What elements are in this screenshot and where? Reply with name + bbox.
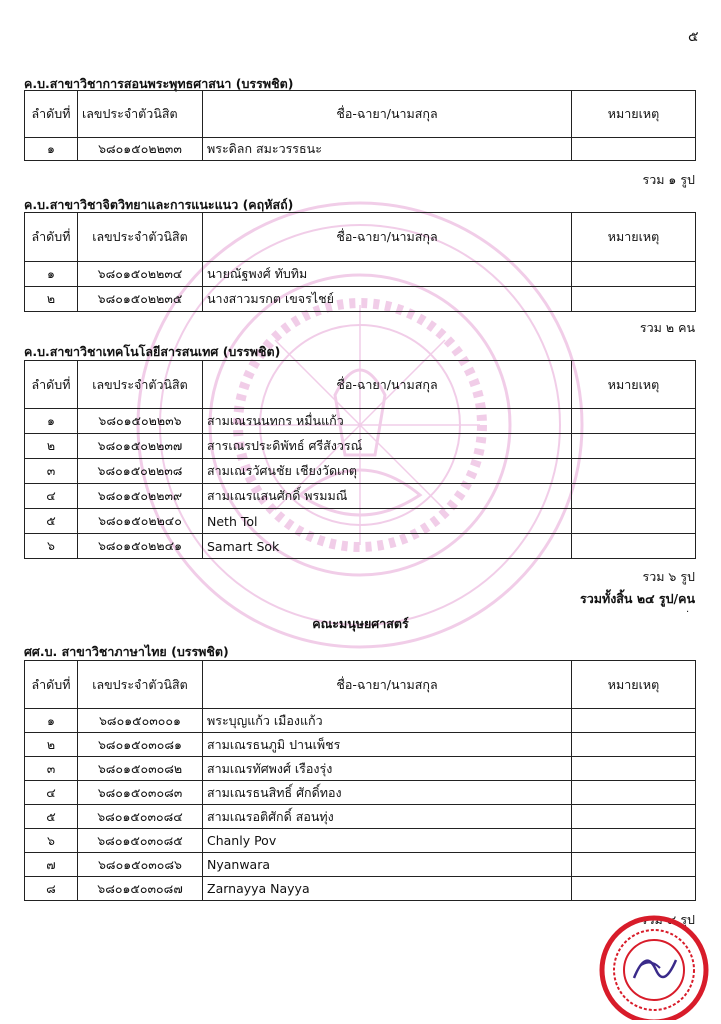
cell-name: นางสาวมรกต เขจรไชย์ <box>203 287 572 312</box>
table-row <box>25 757 696 781</box>
table-row <box>25 409 696 434</box>
official-seal-stamp <box>590 908 718 1020</box>
cell-id: ๖๘๐๑๕๐๒๒๓๕ <box>78 287 203 312</box>
cell-no: ๕ <box>25 805 78 829</box>
cell-id: ๖๘๐๑๕๐๓๐๘๔ <box>78 805 203 829</box>
cell-no: ๒ <box>25 287 78 312</box>
cell-name: พระดิลก สมะวรรธนะ <box>203 138 572 161</box>
cell-id: ๖๘๐๑๕๐๒๒๓๘ <box>78 459 203 484</box>
cell-id: ๖๘๐๑๕๐๓๐๘๕ <box>78 829 203 853</box>
cell-name: สามเณรนนทกร หมื่นแก้ว <box>203 409 572 434</box>
header-no: ลำดับที่ <box>25 91 78 138</box>
cell-remark <box>572 509 696 534</box>
header-remark: หมายเหตุ <box>572 91 696 138</box>
cell-id: ๖๘๐๑๕๐๓๐๘๒ <box>78 757 203 781</box>
section-total: รวม ๖ รูป <box>642 569 695 584</box>
cell-no: ๒ <box>25 733 78 757</box>
cell-name: พระบุญแก้ว เมืองแก้ว <box>203 709 572 733</box>
faculty-heading: คณะมนุษยศาสตร์ <box>312 616 409 631</box>
table-row <box>25 459 696 484</box>
cell-no: ๗ <box>25 853 78 877</box>
table-row <box>25 733 696 757</box>
header-name: ชื่อ-ฉายา/นามสกุล <box>203 91 572 138</box>
table-row <box>25 829 696 853</box>
cell-remark <box>572 829 696 853</box>
table-row <box>25 509 696 534</box>
cell-no: ๑ <box>25 709 78 733</box>
cell-remark <box>572 853 696 877</box>
student-table <box>24 212 696 312</box>
section-total: รวม ๒ คน <box>639 320 695 335</box>
header-name: ชื่อ-ฉายา/นามสกุล <box>203 213 572 262</box>
cell-remark <box>572 757 696 781</box>
header-id: เลขประจำตัวนิสิต <box>78 361 203 409</box>
cell-no: ๑ <box>25 409 78 434</box>
cell-name: Neth Tol <box>203 509 572 534</box>
cell-remark <box>572 877 696 901</box>
page-mark: . <box>686 604 690 615</box>
cell-remark <box>572 409 696 434</box>
cell-id: ๖๘๐๑๕๐๒๒๓๗ <box>78 434 203 459</box>
grand-total: รวมทั้งสิ้น ๒๔ รูป/คน <box>579 591 695 606</box>
student-table <box>24 660 696 901</box>
table-row <box>25 853 696 877</box>
header-id: เลขประจำตัวนิสิต <box>78 661 203 709</box>
cell-name: สามเณรทัศพงศ์ เรืองรุ่ง <box>203 757 572 781</box>
table-row <box>25 534 696 559</box>
cell-no: ๑ <box>25 138 78 161</box>
student-table <box>24 360 696 559</box>
cell-remark <box>572 805 696 829</box>
cell-id: ๖๘๐๑๕๐๓๐๘๖ <box>78 853 203 877</box>
cell-name: Zarnayya Nayya <box>203 877 572 901</box>
cell-no: ๖ <box>25 534 78 559</box>
cell-remark <box>572 434 696 459</box>
header-id: เลขประจำตัวนิสิต <box>78 91 203 138</box>
cell-no: ๔ <box>25 781 78 805</box>
cell-name: Samart Sok <box>203 534 572 559</box>
cell-no: ๕ <box>25 509 78 534</box>
cell-no: ๒ <box>25 434 78 459</box>
cell-name: สามเณรธนภูมิ ปานเพ็ชร <box>203 733 572 757</box>
table-row <box>25 262 696 287</box>
header-name: ชื่อ-ฉายา/นามสกุล <box>203 361 572 409</box>
cell-name: Nyanwara <box>203 853 572 877</box>
table-row <box>25 709 696 733</box>
cell-name: นายณัฐพงศ์ ทับทิม <box>203 262 572 287</box>
cell-remark <box>572 733 696 757</box>
cell-name: สารเณรประดิพัทธ์ ศรีสังวรณ์ <box>203 434 572 459</box>
header-name: ชื่อ-ฉายา/นามสกุล <box>203 661 572 709</box>
table-row <box>25 138 696 161</box>
cell-remark <box>572 287 696 312</box>
cell-remark <box>572 709 696 733</box>
header-id: เลขประจำตัวนิสิต <box>78 213 203 262</box>
section-title: ค.บ.สาขาวิชาจิตวิทยาและการแนะแนว (คฤหัสถ์) <box>24 197 294 212</box>
section-title: ศศ.บ. สาขาวิชาภาษาไทย (บรรพชิต) <box>24 644 229 659</box>
cell-no: ๘ <box>25 877 78 901</box>
cell-remark <box>572 138 696 161</box>
cell-id: ๖๘๐๑๕๐๒๒๓๓ <box>78 138 203 161</box>
cell-remark <box>572 262 696 287</box>
cell-remark <box>572 781 696 805</box>
table-row <box>25 484 696 509</box>
cell-id: ๖๘๐๑๕๐๒๒๓๖ <box>78 409 203 434</box>
cell-id: ๖๘๐๑๕๐๒๒๔๐ <box>78 509 203 534</box>
cell-id: ๖๘๐๑๕๐๓๐๘๑ <box>78 733 203 757</box>
section-title: ค.บ.สาขาวิชาเทคโนโลยีสารสนเทศ (บรรพชิต) <box>24 344 281 359</box>
header-remark: หมายเหตุ <box>572 661 696 709</box>
section-title: ค.บ.สาขาวิชาการสอนพระพุทธศาสนา (บรรพชิต) <box>24 76 294 91</box>
header-no: ลำดับที่ <box>25 213 78 262</box>
student-table <box>24 90 696 161</box>
table-row <box>25 781 696 805</box>
header-no: ลำดับที่ <box>25 661 78 709</box>
cell-id: ๖๘๐๑๕๐๓๐๘๗ <box>78 877 203 901</box>
cell-name: สามเณรธนสิทธิ์ ศักดิ์ทอง <box>203 781 572 805</box>
cell-id: ๖๘๐๑๕๐๒๒๓๔ <box>78 262 203 287</box>
header-remark: หมายเหตุ <box>572 361 696 409</box>
table-row <box>25 287 696 312</box>
cell-no: ๓ <box>25 459 78 484</box>
cell-no: ๑ <box>25 262 78 287</box>
table-row <box>25 805 696 829</box>
cell-remark <box>572 534 696 559</box>
cell-name: สามเณรวัศนชัย เชียงวัดเกตุ <box>203 459 572 484</box>
page-number: ๕ <box>688 29 699 45</box>
header-no: ลำดับที่ <box>25 361 78 409</box>
cell-name: สามเณรอติศักดิ์ สอนทุ่ง <box>203 805 572 829</box>
cell-remark <box>572 459 696 484</box>
cell-id: ๖๘๐๑๕๐๓๐๘๓ <box>78 781 203 805</box>
section-total: รวม ๑ รูป <box>642 172 695 187</box>
section-total: รวม ๘ รูป <box>640 912 695 927</box>
cell-remark <box>572 484 696 509</box>
table-row <box>25 877 696 901</box>
cell-no: ๖ <box>25 829 78 853</box>
cell-no: ๓ <box>25 757 78 781</box>
cell-id: ๖๘๐๑๕๐๒๒๔๑ <box>78 534 203 559</box>
cell-id: ๖๘๐๑๕๐๒๒๓๙ <box>78 484 203 509</box>
cell-no: ๔ <box>25 484 78 509</box>
header-remark: หมายเหตุ <box>572 213 696 262</box>
table-row <box>25 434 696 459</box>
cell-name: สามเณรแสนศักดิ์ พรมมณี <box>203 484 572 509</box>
cell-name: Chanly Pov <box>203 829 572 853</box>
cell-id: ๖๘๐๑๕๐๓๐๐๑ <box>78 709 203 733</box>
